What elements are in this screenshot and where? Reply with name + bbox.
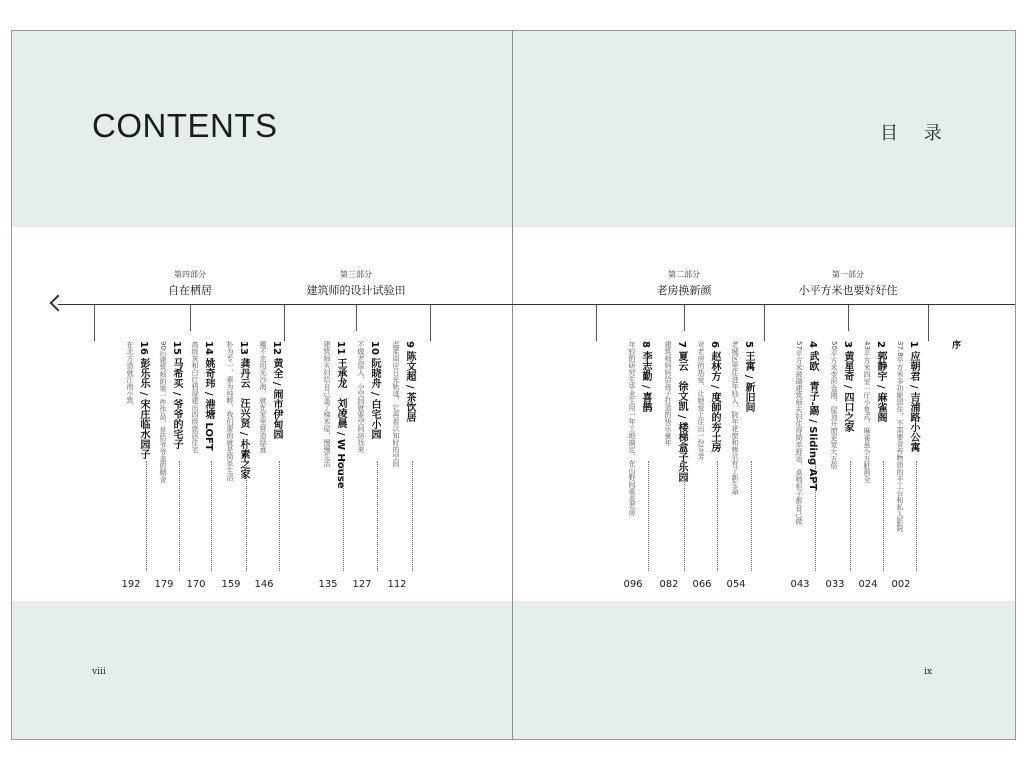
- toc-entry[interactable]: [377, 341, 417, 581]
- part-tick: [190, 305, 191, 331]
- part-number: 第四部分: [174, 270, 206, 279]
- leader-dots: [717, 461, 719, 571]
- part-name: 建筑师的设计试验田: [306, 284, 406, 297]
- entry-title: 16 彭乐乐 / 宋庄临水园子: [138, 341, 149, 460]
- leader-dots: [279, 461, 281, 571]
- entry-title: 1 应朝君 / 吉浦路小公寓: [908, 341, 919, 453]
- entry-page-number: 082: [659, 579, 679, 590]
- part-number: 第三部分: [340, 270, 372, 279]
- entry-desc: 对老房的热爱，让她爱上住出一份芬芳: [697, 341, 705, 460]
- leader-dots: [246, 461, 248, 571]
- leader-dots: [179, 461, 181, 571]
- entry-desc: 老城区里住进年轻人，院年花窗和棒贝有了新生命: [731, 341, 739, 495]
- leader-dots: [648, 461, 650, 571]
- entry-desc: 朴为专一，素为纯粹，我们要的就是简单生活: [226, 341, 234, 481]
- title-mulu: 目 录: [880, 123, 952, 144]
- leader-dots: [412, 461, 414, 571]
- leader-dots: [211, 461, 213, 571]
- entry-title: 6 赵林方 / 度師的夯土房: [709, 341, 720, 453]
- folio-right: ix: [924, 667, 932, 677]
- leader-dots: [146, 461, 148, 571]
- boundary-tick: [430, 305, 431, 341]
- page-gutter: [512, 31, 513, 739]
- leader-dots: [377, 461, 379, 571]
- entry-page-number: 002: [891, 579, 911, 590]
- part-4-label: [150, 269, 230, 298]
- entry-desc: 不做老屋人，小空间就要空间坊找来: [357, 341, 365, 453]
- entry-desc: 建筑师妈妈给孩子打造的快乐童年: [664, 341, 672, 446]
- entry-desc: 在北方造就江南小筑: [126, 341, 134, 404]
- entry-page-number: 170: [186, 579, 206, 590]
- entry-page-number: 054: [726, 579, 746, 590]
- toc-entry[interactable]: [716, 341, 756, 581]
- part-1-label: [784, 269, 912, 298]
- title-contents: CONTENTS: [92, 107, 278, 144]
- entry-desc: 建筑师夫妇给自己盖了梯木屋，慢慢生活: [323, 341, 331, 467]
- toc-entry[interactable]: [649, 341, 689, 581]
- entry-page-number: 192: [121, 579, 141, 590]
- entry-title: 8 李志勤 / 喜鹊: [640, 341, 651, 413]
- entry-desc: 高级灰和白红鸦现建出四级旅居住宅: [191, 341, 199, 453]
- boundary-tick: [596, 305, 597, 341]
- part-3-label: [296, 269, 416, 298]
- part-2-label: [634, 269, 734, 298]
- leader-dots: [916, 461, 918, 571]
- part-tick: [356, 305, 357, 331]
- entry-page-number: 159: [221, 579, 241, 590]
- toc-entry[interactable]: [342, 341, 382, 581]
- entry-title: 10 阮晓舟 / 白宅小园: [369, 341, 380, 440]
- entry-page-number: 043: [790, 579, 810, 590]
- bottom-band: [12, 601, 1015, 739]
- part-tick: [684, 305, 685, 331]
- part-name: 小平方米也要好好住: [798, 284, 898, 297]
- toc-entry[interactable]: [211, 341, 251, 581]
- leader-dots: [883, 461, 885, 571]
- book-spread: [11, 30, 1016, 740]
- part-tick: [848, 305, 849, 331]
- entry-title: 5 王寓 / 新旧间: [743, 341, 754, 413]
- entry-page-number: 024: [858, 579, 878, 590]
- part-name: 老房换新颜: [656, 284, 712, 297]
- entry-page-number: 127: [352, 579, 372, 590]
- part-number: 第二部分: [668, 270, 700, 279]
- toc-entry[interactable]: [780, 341, 820, 581]
- entry-desc: 温柔周应日光轨迹，它再看以知时的空间: [392, 341, 400, 467]
- toc-entry[interactable]: [308, 341, 348, 581]
- entry-desc: 50平方米变形金刚，屋顶开窗更宽大五倍: [830, 341, 838, 469]
- entry-desc: 哪不走用光沙海，就在家里营造绿意: [259, 341, 267, 453]
- toc-entry[interactable]: [613, 341, 653, 581]
- entry-title: 11 王承龙 刘凌晨 / W House: [335, 341, 346, 489]
- leader-dots: [751, 461, 753, 571]
- entry-title: 15 马希买 / 爷爷的宅子: [171, 341, 182, 450]
- leader-dots: [850, 461, 852, 571]
- preface-label: 序: [952, 341, 962, 351]
- entry-page-number: 135: [318, 579, 338, 590]
- boundary-tick: [284, 305, 285, 341]
- entry-desc: 90后建筑师的第一件作品，是给爷爷盖的精舍: [159, 341, 167, 483]
- entry-title: 14 姚奇玮 / 港塘 LOFT: [203, 341, 214, 451]
- entry-page-number: 146: [254, 579, 274, 590]
- timeline-axis: [58, 304, 1015, 305]
- entry-page-number: 096: [623, 579, 643, 590]
- entry-desc: 37.8平方米多功能居住，不需要舍弃物质的手工台和私人影院: [896, 341, 904, 532]
- entry-title: 13 龚丹云 汪兴贤 / 朴素之家: [238, 341, 249, 480]
- entry-desc: 57平方米玻璃建筑师夫妇住得简单舒适，桌椅柜子都自己做: [795, 341, 803, 525]
- entry-page-number: 066: [692, 579, 712, 590]
- toc-entry[interactable]: [111, 341, 151, 581]
- folio-left: viii: [92, 667, 106, 677]
- timeline-arrow-icon: [50, 295, 67, 312]
- entry-page-number: 179: [154, 579, 174, 590]
- part-name: 自在栖居: [168, 284, 212, 297]
- entry-desc: 年轻的研究生毕业生用一年工地搞定，在山野间重盖老房: [628, 341, 636, 516]
- entry-title: 2 郭静宇 / 麻雀阁: [875, 341, 886, 423]
- entry-title: 9 陈文超 / 茶饮居: [404, 341, 415, 423]
- entry-page-number: 112: [387, 579, 407, 590]
- boundary-tick: [764, 305, 765, 341]
- leader-dots: [343, 461, 345, 571]
- entry-page-number: 033: [825, 579, 845, 590]
- part-number: 第一部分: [832, 270, 864, 279]
- entry-title: 12 黄全 / 闹市伊甸园: [271, 341, 282, 440]
- toc-entry[interactable]: [815, 341, 855, 581]
- leader-dots: [815, 461, 817, 571]
- boundary-tick: [94, 305, 95, 341]
- leader-dots: [684, 461, 686, 571]
- entry-title: 3 黄星奇 / 四口之家: [842, 341, 853, 433]
- entry-title: 7 夏云 徐文凯 / 楼梯盒子乐园: [676, 341, 687, 483]
- entry-title: 4 武欧 青子-踢 / Sliding APT: [807, 341, 818, 491]
- entry-desc: 43平方米四室一厅小复式，麻雀虽小五脏俱全: [863, 341, 871, 483]
- boundary-tick: [928, 305, 929, 341]
